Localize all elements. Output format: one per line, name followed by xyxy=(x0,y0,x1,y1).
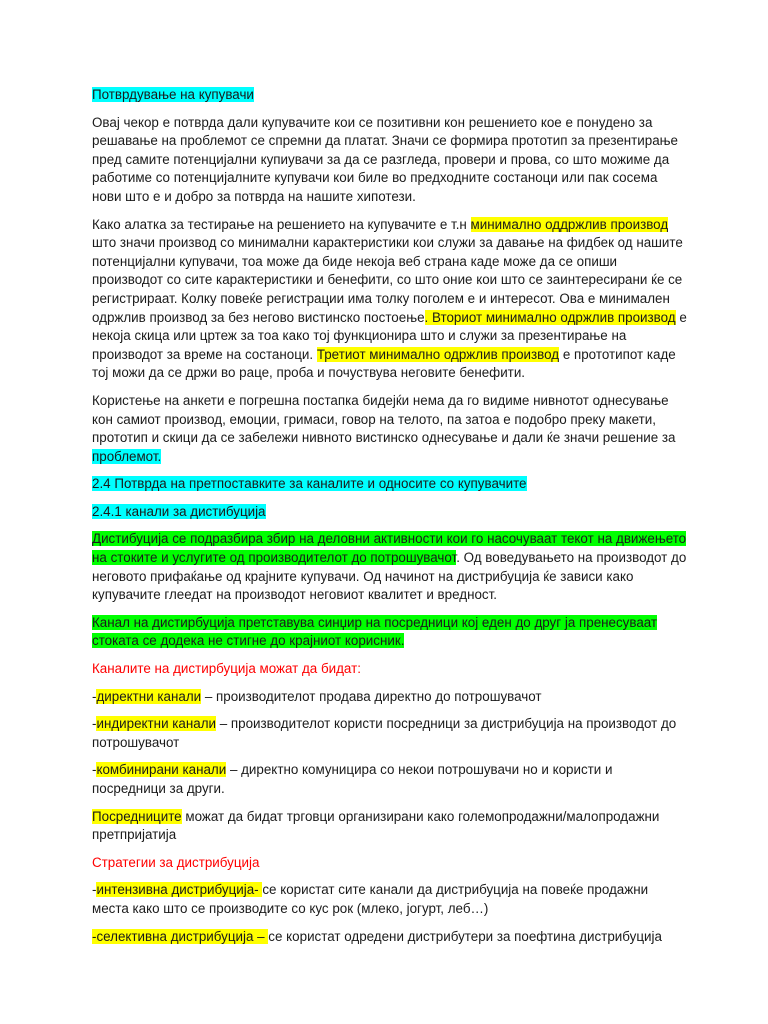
list-item-selective xyxy=(92,928,688,947)
dash: - xyxy=(92,762,97,778)
document-body xyxy=(92,86,688,955)
highlight-term: -селективна дистрибуција – xyxy=(92,928,269,944)
text-run: – директно комуницира со некои потрошувачи но и користи и посредници за други. xyxy=(92,762,613,796)
heading-customer-validation xyxy=(92,86,688,105)
list-item-intermediaries xyxy=(92,808,688,845)
highlight-channel-definition: Канал на дистирбуција претставува синџир на посредници кој еден до друг ја пренесуваат стоката се додека не стигне до крајниот корисник. xyxy=(92,614,658,649)
list-item-indirect xyxy=(92,715,688,752)
highlight-distribution-definition: Дистибуција се подразбира збир на деловни активности кои го насочуваат текот на движењето на стоките и услугите од производителот до потрошувачот xyxy=(92,531,687,566)
paragraph-2 xyxy=(92,216,688,383)
dash: - xyxy=(92,716,97,732)
highlight-problem: проблемот. xyxy=(92,448,162,464)
highlight-second-mvp: . Вториот минимално одржлив производ xyxy=(424,309,676,325)
text-run: – производителот користи посредници за дистрибуција на производот до потрошувачот xyxy=(92,716,677,750)
highlight-term: директни канали xyxy=(96,688,202,704)
paragraph-3 xyxy=(92,392,688,466)
text-run: се користат одредени дистрибутери за поефтина дистрибуција xyxy=(268,928,662,944)
text-run: можат да бидат трговци организирани како големопродажни/малопродажни претпријатија xyxy=(92,808,660,843)
heading-text: 2.4.1 канали за дистибуција xyxy=(92,503,266,519)
text-run: е некоја скица или цртеж за тоа како тој функционира што и служи за презентирање на производот за време на состаноци. xyxy=(92,309,687,362)
heading-2-4 xyxy=(92,475,688,494)
highlight-term: интензивна дистрибуција- xyxy=(96,882,263,898)
text-run: . Од воведувањето на производот до неговото прифаќање од крајните купувачи. Од начинот на дистрибуција ќе зависи како купувачите глеедат на производот неговиот квалитет и вредност. xyxy=(92,550,687,603)
highlight-term: Посредниците xyxy=(92,808,182,824)
highlight-term: индиректни канали xyxy=(96,716,217,732)
paragraph-1: Овај чекор е потврда дали купувачите кои се позитивни кон решението кое е понудено за решавање на проблемот се спремни да платат. Значи се формира прототип за презентирање пред самите потенцијални купиувачи за да се разгледа, провери и прова, со што можиме да работиме со потенцијалните купувачи кои биле во предходните состаноци или пак сосема нови што е и добро за потврда на нашите хипотези. xyxy=(92,114,679,204)
highlight-third-mvp: Третиот минимално одржлив производ xyxy=(316,346,560,362)
text-run: – производителот продава директно до потрошувачот xyxy=(201,688,542,704)
paragraph-channel xyxy=(92,614,688,651)
list-item-intensive xyxy=(92,881,688,918)
list-item-direct xyxy=(92,688,688,707)
text-run: што значи производ со минимални карактеристики кои служи за давање на фидбек од нашите потенцијални купувачи, тоа може да биде некоја веб страна каде може да се опиши производот со сите карактеристики и бенефити, со што оние кои што се заинтересирани ќе се регистрираат. Колку повеќе регистрации има толку поголем е и интересот. Ова е минимален одржлив производ за без негово вистинско постоење xyxy=(92,235,683,325)
dash: - xyxy=(92,882,97,898)
highlight-term: комбинирани канали xyxy=(96,762,227,778)
paragraph-distribution xyxy=(92,530,688,604)
text-run: се користат сите канали да дистрибуција на повеќе продажни места како што се производите со кус рок (млеко, јогурт, леб…) xyxy=(92,882,649,916)
text-run: Како алатка за тестирање на решението на купувачите е т.н xyxy=(92,216,471,232)
text-run: Користење на анкети е погрешна постапка бидејќи нема да го видиме нивнотот однесување кон самиот производ, емоции, гримаси, говор на телото, па затоа е подобро преку макети, прототип и скици да се забележи нивното вистинско однесување и дали ќе значи решение за xyxy=(92,392,676,446)
heading-2-4-1 xyxy=(92,503,688,522)
list-item-combined xyxy=(92,761,688,798)
dash: - xyxy=(92,688,97,704)
red-heading-channels: Каналите на дистирбуција можат да бидат: xyxy=(92,661,361,677)
text-run: е прототипот каде тој можи да се држи во раце, проба и почуствува неговите бенефити. xyxy=(92,346,676,381)
highlight-mvp: минимално оддржлив производ xyxy=(470,216,669,232)
heading-text: 2.4 Потврда на претпоставките за каналите и односите со купувачите xyxy=(92,476,527,492)
red-heading-strategies: Стратегии за дистрибуција xyxy=(92,854,260,870)
heading-text: Потврдување на купувачи xyxy=(92,87,254,102)
